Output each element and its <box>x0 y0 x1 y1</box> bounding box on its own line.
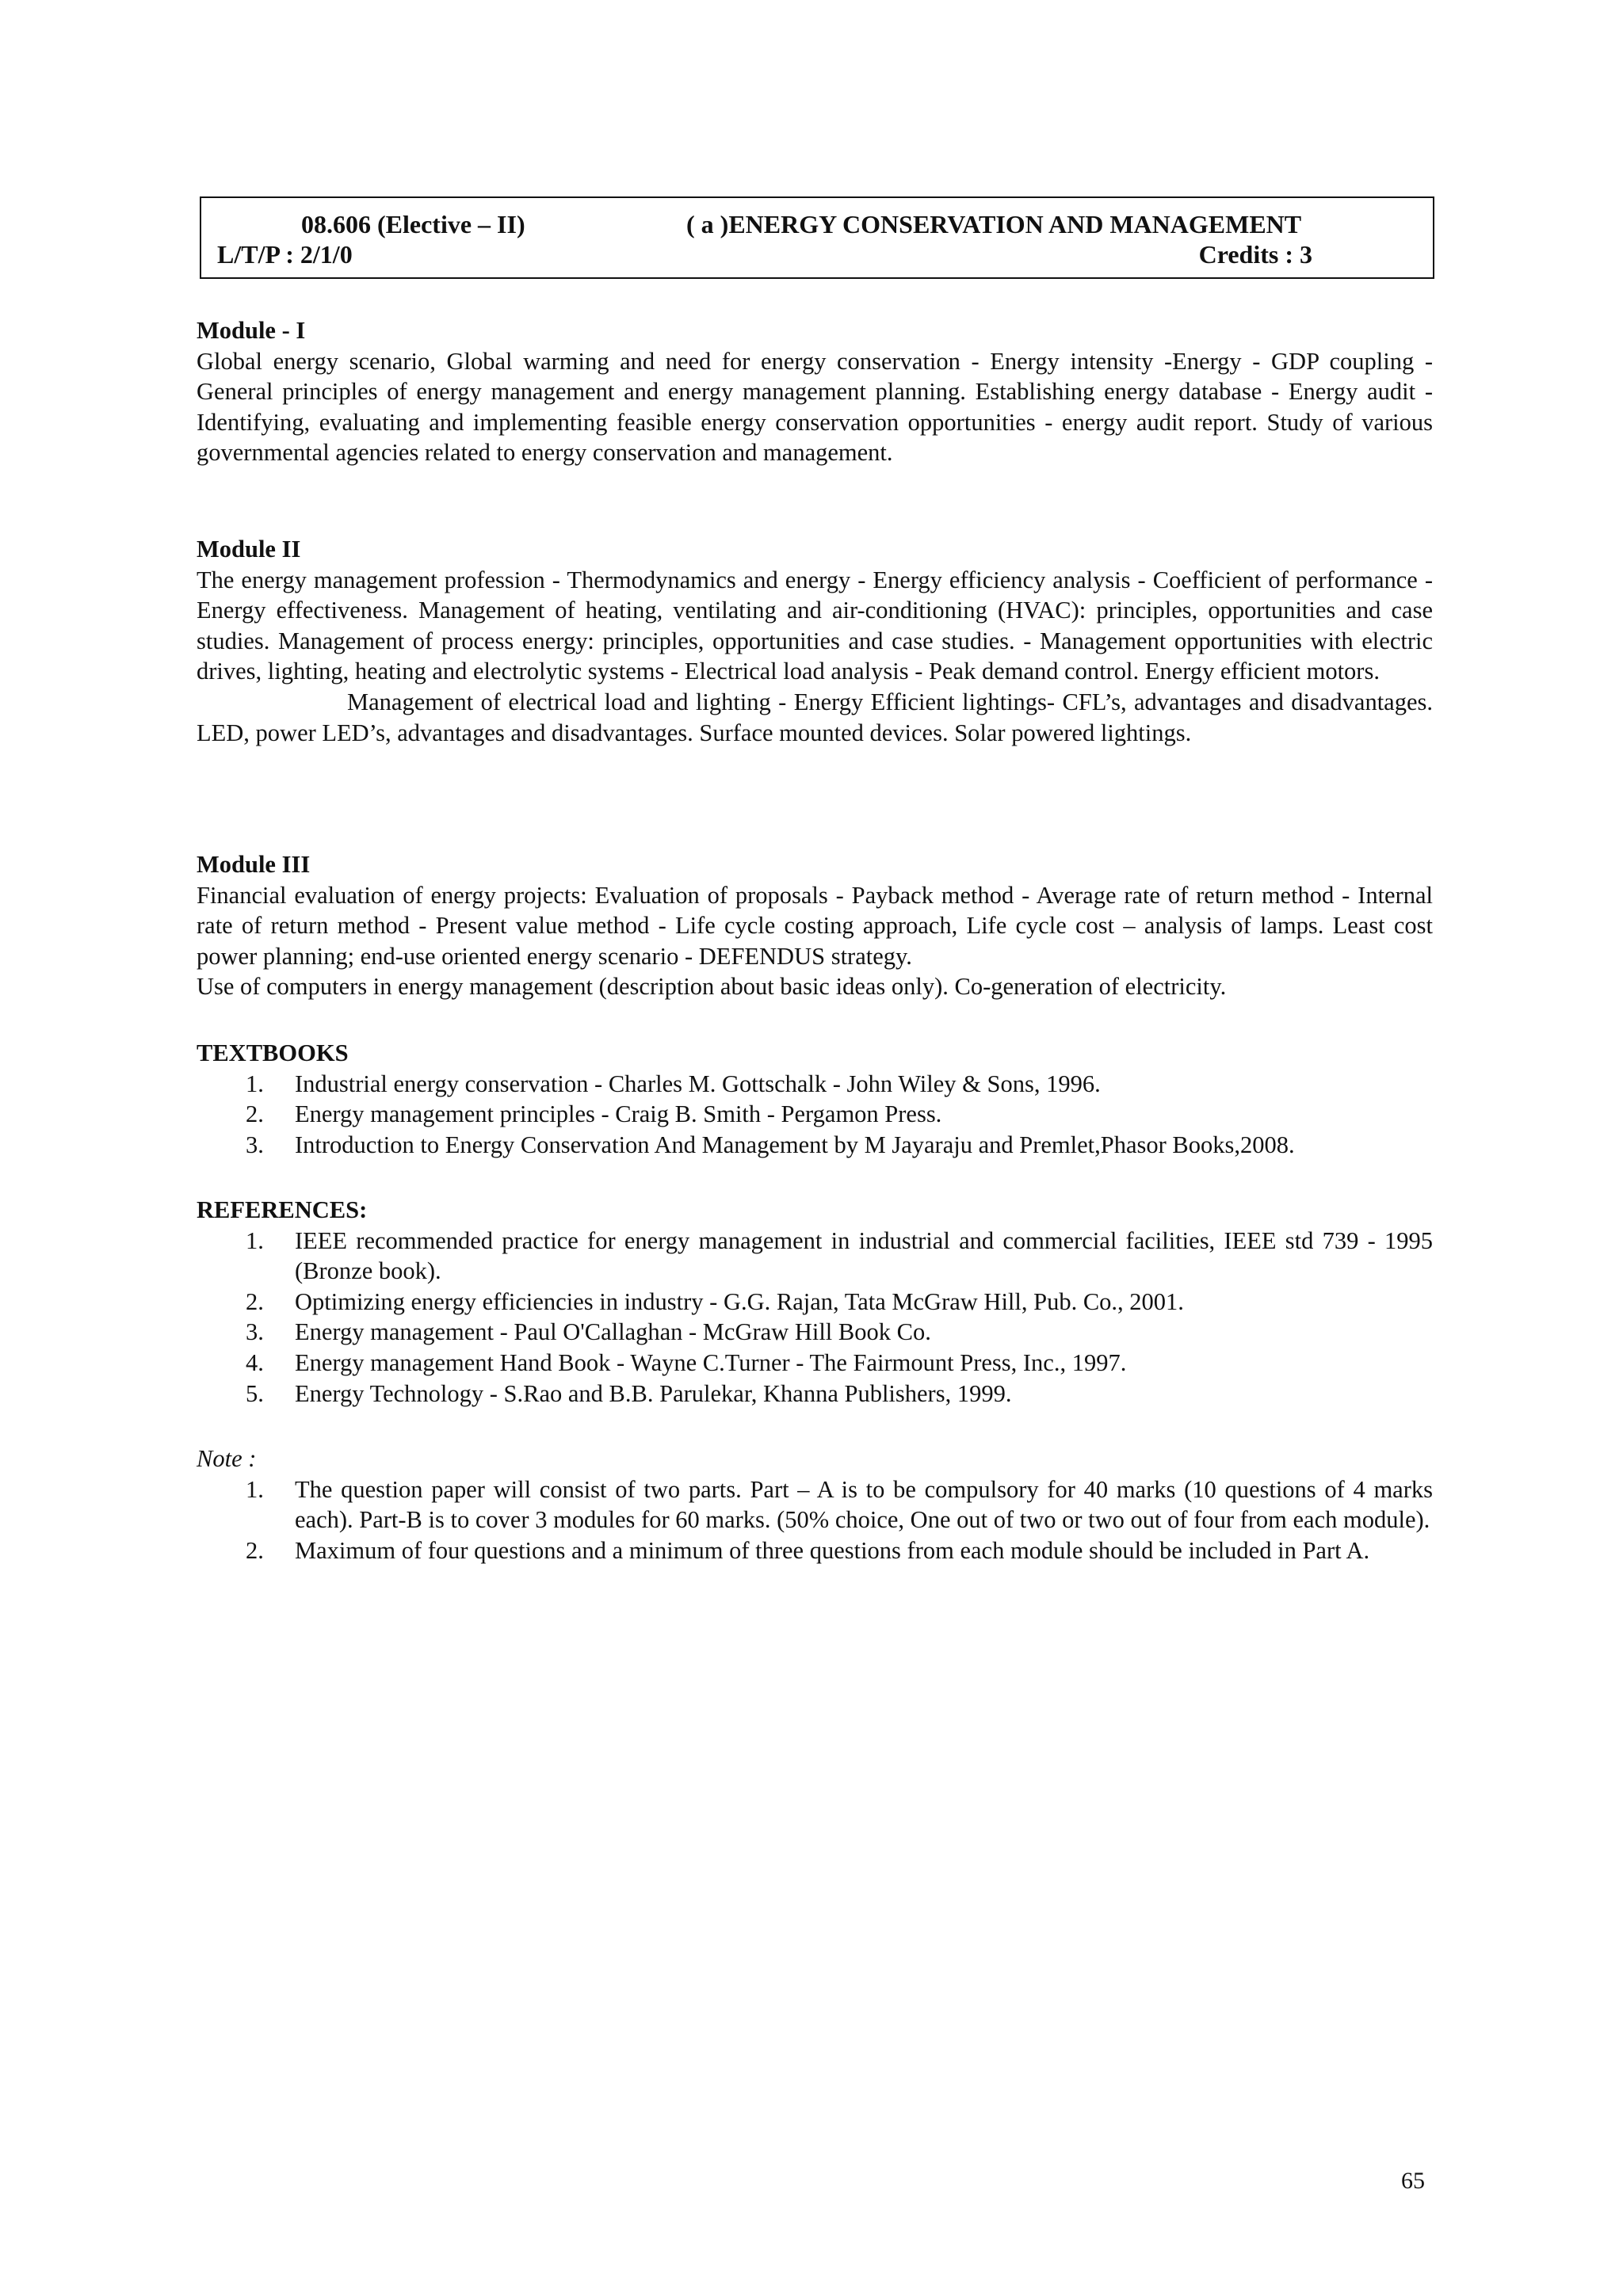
list-item: 2. Energy management principles - Craig B. Smith - Pergamon Press. <box>246 1100 942 1128</box>
note-section <box>197 1444 1433 1566</box>
page-number: 65 <box>1401 2168 1425 2194</box>
module-3-text-2: Use of computers in energy management (description about basic ideas only). Co-generation of electricity. <box>197 973 1227 1001</box>
list-item: 1. The question paper will consist of two parts. Part – A is to be compulsory for 40 marks (10 questions of 4 marks each). Part-B is to cover 3 modules for 60 marks. (50% choice, One out of two or two out of four from each module). <box>246 1475 1433 1534</box>
course-code: 08.606 (Elective – II) <box>301 210 525 238</box>
references-list <box>197 1226 1433 1409</box>
note-title: Note : <box>197 1445 257 1472</box>
ltp-hours: L/T/P : 2/1/0 <box>217 240 353 269</box>
references-title: REFERENCES: <box>197 1196 368 1223</box>
module-1-title: Module - I <box>197 317 306 344</box>
module-2-text-2: Management of electrical load and lighting - Energy Efficient lightings- CFL’s, advantages and disadvantages. LED, power LED’s, advantages and disadvantages. Surface mounted devices. Solar powered lightings. <box>197 688 1433 746</box>
module-1-section <box>197 315 1433 468</box>
list-item: 2. Maximum of four questions and a minimum of three questions from each module should be included in Part A. <box>246 1536 1370 1564</box>
credits: Credits : 3 <box>1198 240 1312 269</box>
course-title: ( a )ENERGY CONSERVATION AND MANAGEMENT <box>686 210 1302 238</box>
list-item: 1. IEEE recommended practice for energy management in industrial and commercial facilities, IEEE std 739 - 1995 (Bronze book). <box>246 1226 1433 1285</box>
list-item: 2. Optimizing energy efficiencies in industry - G.G. Rajan, Tata McGraw Hill, Pub. Co., 2001. <box>246 1287 1184 1315</box>
module-3-section <box>197 849 1433 1002</box>
list-item: 4. Energy management Hand Book - Wayne C.Turner - The Fairmount Press, Inc., 1997. <box>246 1348 1127 1376</box>
textbooks-title: TEXTBOOKS <box>197 1039 349 1066</box>
module-2-text-1: The energy management profession - Thermodynamics and energy - Energy efficiency analysis - Coefficient of performance - Energy effectiveness. Management of heating, ventilating and air-conditioning (HVAC): principles, opportunities and case studies. Management of process energy: principles, opportunities and case studies. - Management opportunities with electric drives, lighting, heating and electrolytic systems - Electrical load analysis - Peak demand control. Energy efficient motors. <box>197 566 1433 685</box>
module-3-text-1: Financial evaluation of energy projects: Evaluation of proposals - Payback method - Average rate of return method - Internal rate of return method - Present value method - Life cycle costing approach, Life cycle cost – analysis of lamps. Least cost power planning; end-use oriented energy scenario - DEFENDUS strategy. <box>197 881 1433 970</box>
list-item: 3. Energy management - Paul O'Callaghan - McGraw Hill Book Co. <box>246 1318 931 1346</box>
textbooks-section <box>197 1038 1433 1160</box>
module-3-title: Module III <box>197 851 311 878</box>
references-section <box>197 1195 1433 1409</box>
module-2-section <box>197 534 1433 748</box>
textbooks-list <box>197 1069 1433 1161</box>
list-item: 3. Introduction to Energy Conservation And Management by M Jayaraju and Premlet,Phasor Books,2008. <box>246 1131 1295 1158</box>
list-item: 5. Energy Technology - S.Rao and B.B. Parulekar, Khanna Publishers, 1999. <box>246 1379 1012 1407</box>
course-header-box <box>200 196 1434 279</box>
module-2-title: Module II <box>197 536 301 563</box>
list-item: 1. Industrial energy conservation - Charles M. Gottschalk - John Wiley & Sons, 1996. <box>246 1070 1101 1097</box>
module-1-text: Global energy scenario, Global warming and need for energy conservation - Energy intensity -Energy - GDP coupling - General principles of energy management and energy management planning. Establishing energy database - Energy audit - Identifying, evaluating and implementing feasible energy conservation opportunities - energy audit report. Study of various governmental agencies related to energy conservation and management. <box>197 347 1433 467</box>
note-list <box>197 1474 1433 1566</box>
